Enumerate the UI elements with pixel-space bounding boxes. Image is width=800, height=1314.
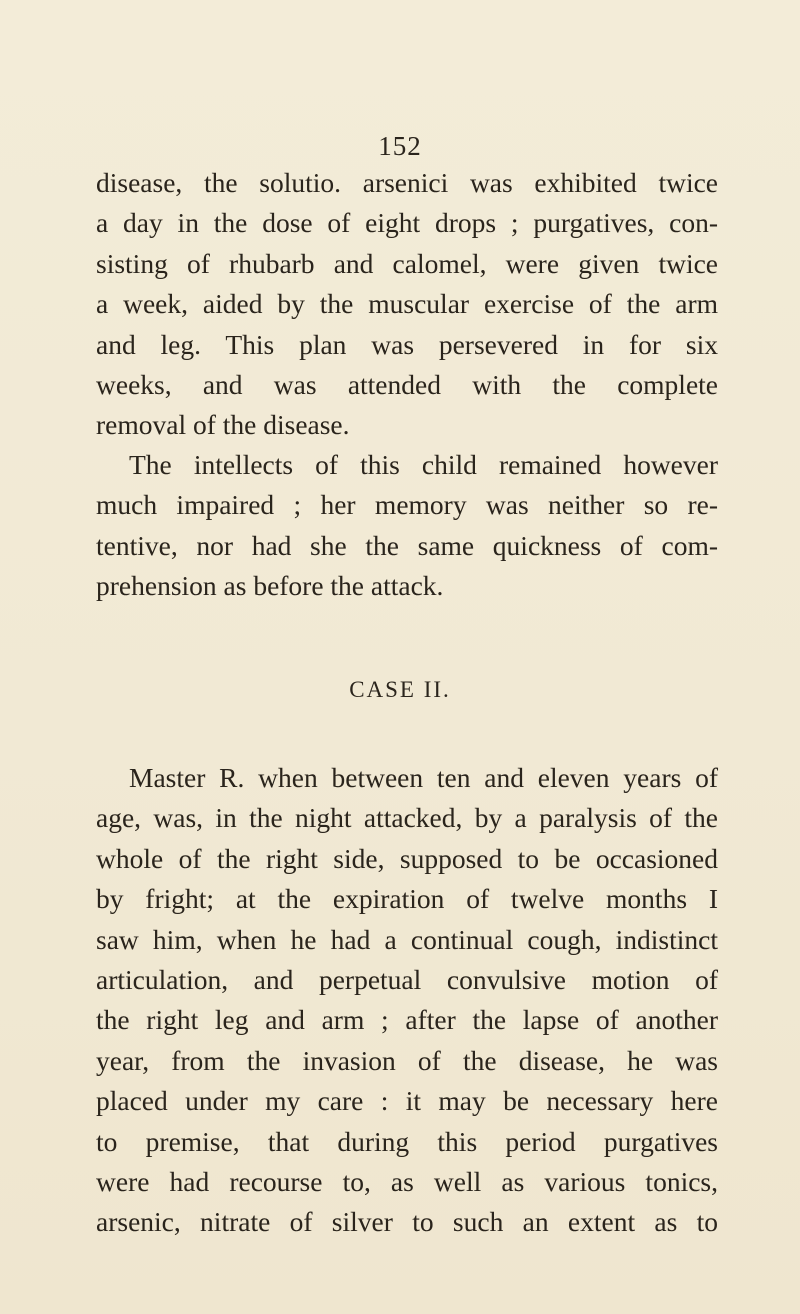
text-line: the right leg and arm ; after the lapse of another xyxy=(96,1004,718,1036)
text-line: Master R. when between ten and eleven years of xyxy=(129,762,718,793)
paragraph-case-two xyxy=(96,758,718,1243)
text-line: removal of the disease. xyxy=(96,409,350,441)
text-line: much impaired ; her memory was neither so re- xyxy=(96,489,718,521)
text-line: to premise, that during this period purgatives xyxy=(96,1125,718,1157)
text-line: a week, aided by the muscular exercise of the arm xyxy=(96,288,718,320)
text-line: tentive, nor had she the same quickness of com- xyxy=(96,529,718,561)
text-line: articulation, and perpetual convulsive motion of xyxy=(96,964,718,996)
text-line: The intellects of this child remained however xyxy=(129,449,718,480)
text-line: by fright; at the expiration of twelve months I xyxy=(96,883,718,915)
text-line: age, was, in the night attacked, by a paralysis of the xyxy=(96,802,718,834)
paragraph-intellects xyxy=(96,445,718,607)
page-number: 152 xyxy=(378,131,422,161)
text-line: were had recourse to, as well as various tonics, xyxy=(96,1166,718,1198)
case-heading: CASE II. xyxy=(349,677,451,702)
text-line: a day in the dose of eight drops ; purgatives, con- xyxy=(96,207,718,239)
text-line: placed under my care : it may be necessary here xyxy=(96,1085,718,1117)
text-line: whole of the right side, supposed to be occasioned xyxy=(96,842,718,874)
text-line: disease, the solutio. arsenici was exhibited twice xyxy=(96,167,718,198)
text-line: saw him, when he had a continual cough, indistinct xyxy=(96,923,718,955)
text-line: prehension as before the attack. xyxy=(96,570,444,602)
text-line: year, from the invasion of the disease, he was xyxy=(96,1044,718,1076)
text-line: arsenic, nitrate of silver to such an extent as to xyxy=(96,1206,718,1238)
text-line: and leg. This plan was persevered in for six xyxy=(96,328,718,360)
paragraph-disease-treatment xyxy=(96,163,718,446)
text-line: weeks, and was attended with the complete xyxy=(96,369,718,401)
text-line: sisting of rhubarb and calomel, were given twice xyxy=(96,247,718,279)
